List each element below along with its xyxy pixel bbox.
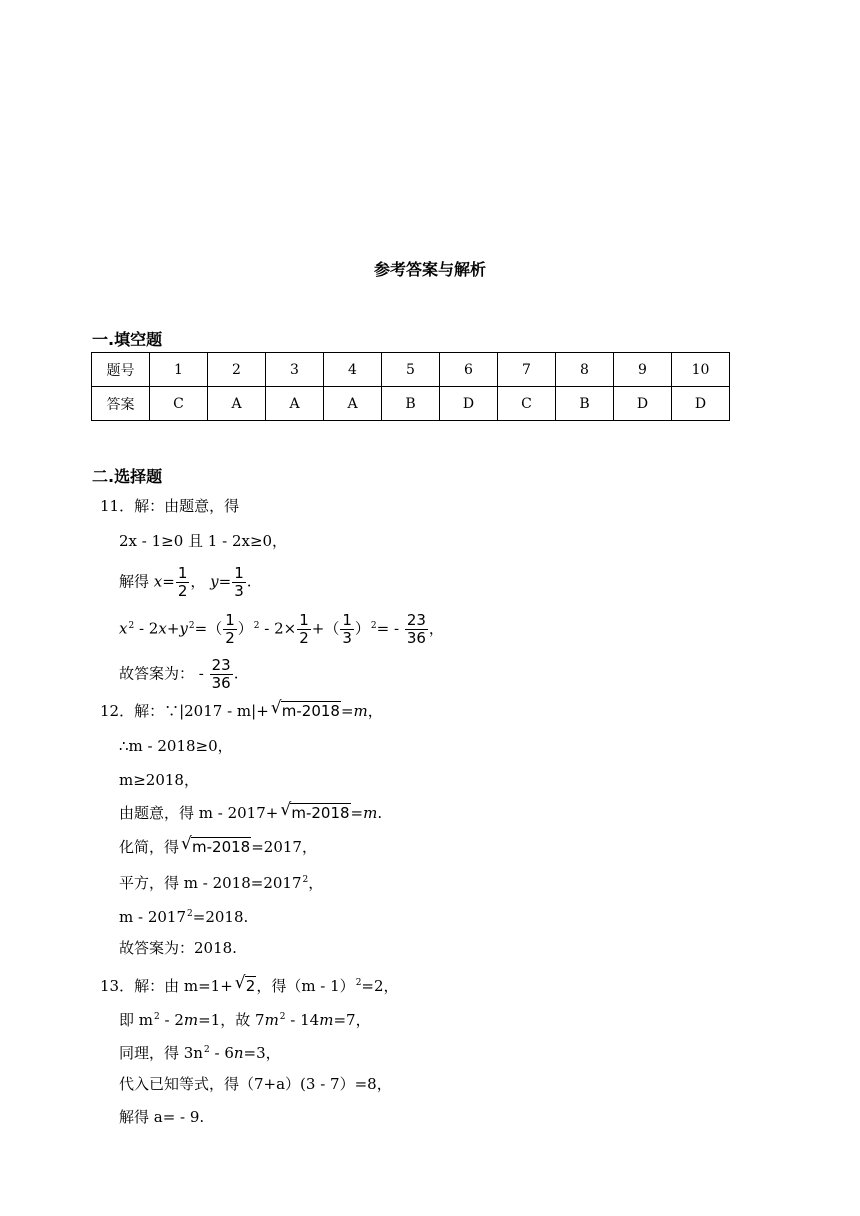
table-cell-number: 7 xyxy=(498,353,556,387)
section-heading-fill-blank: 一.填空题 xyxy=(92,330,163,349)
fraction-one-third: $\frac{1}{3}$ xyxy=(234,564,244,600)
q11-line-1: 2x - 1≥0 且 1 - 2x≥0， xyxy=(119,532,288,550)
table-cell-answer: C xyxy=(150,387,208,421)
table-cell-answer: A xyxy=(324,387,382,421)
q11-line-4: 故答案为： - $\frac{23}{36}$ . xyxy=(119,656,239,692)
q13-line-1: 即 $m^2 - 2m=1$，故 $7m^2 - 14m=7$， xyxy=(119,1011,371,1029)
q12-line-2: m≥2018， xyxy=(119,771,199,789)
table-cell-number: 6 xyxy=(440,353,498,387)
table-cell-answer: A xyxy=(266,387,324,421)
table-cell-answer: B xyxy=(556,387,614,421)
q12-line-1: ∴m - 2018≥0， xyxy=(119,737,233,755)
table-cell-number: 8 xyxy=(556,353,614,387)
q11-line-3: $x^2 - 2x+y^2=$（ $\frac{1}{2}$ ）$^2$ - 2× $\frac{1}{2}$ +（ $\frac{1}{3}$ ）$^2$= - $\frac{23}{36}$ ， xyxy=(119,611,444,647)
table-cell-answer: D xyxy=(614,387,672,421)
table-cell-number: 10 xyxy=(672,353,730,387)
q11-head: 11．解：由题意，得 xyxy=(100,497,240,515)
table-cell-number: 9 xyxy=(614,353,672,387)
q13-line-4: 解得 a= - 9. xyxy=(119,1108,205,1126)
q11-l2-prefix: 解得 xyxy=(119,572,150,591)
table-cell-answer: C xyxy=(498,387,556,421)
row-label-answer: 答案 xyxy=(92,387,150,421)
q13-line-3: 代入已知等式，得（7+a）(3 - 7）=8， xyxy=(119,1075,392,1093)
table-cell-number: 3 xyxy=(266,353,324,387)
fraction-result: $\frac{23}{36}$ xyxy=(406,611,426,647)
sqrt-2: √ 2 xyxy=(234,973,256,995)
q12-line-3: 由题意，得 m - 2017+ √ m-2018=m. xyxy=(119,800,383,822)
section-heading-choice: 二.选择题 xyxy=(92,467,163,486)
table-cell-number: 2 xyxy=(208,353,266,387)
table-cell-answer: D xyxy=(672,387,730,421)
table-cell-number: 4 xyxy=(324,353,382,387)
table-cell-answer: A xyxy=(208,387,266,421)
page-title: 参考答案与解析 xyxy=(373,260,486,279)
q12-line-4: 化简，得 √ m-2018=2017， xyxy=(119,834,317,856)
table-row-numbers xyxy=(92,353,730,387)
row-label-number: 题号 xyxy=(92,353,150,387)
table-cell-answer: B xyxy=(382,387,440,421)
q12-head: 12．解：∵|2017 - m|+ √ m-2018=m， xyxy=(100,698,383,720)
table-row-answers xyxy=(92,387,730,421)
table-cell-number: 5 xyxy=(382,353,440,387)
fraction-one-half: $\frac{1}{2}$ xyxy=(177,564,188,600)
table-cell-answer: D xyxy=(440,387,498,421)
table-cell-number: 1 xyxy=(150,353,208,387)
q12-line-7: 故答案为：2018. xyxy=(119,939,237,957)
sqrt-m-2018: √ m-2018 xyxy=(270,698,340,720)
q13-line-2: 同理，得 $3n^2 - 6n=3$， xyxy=(119,1044,281,1062)
q11-line-2: 解得 x= $\frac{1}{2}$ ， y= $\frac{1}{3}$ . xyxy=(119,564,252,600)
q13-head: 13．解：由 m=1+ √ 2，得（m - 1）$^2$=2， xyxy=(100,973,399,995)
q12-line-6: $m - 2017^2=2018$. xyxy=(119,908,249,926)
answer-table xyxy=(91,352,730,421)
q12-line-5: 平方，得 $m - 2018=2017^2$， xyxy=(119,874,324,892)
